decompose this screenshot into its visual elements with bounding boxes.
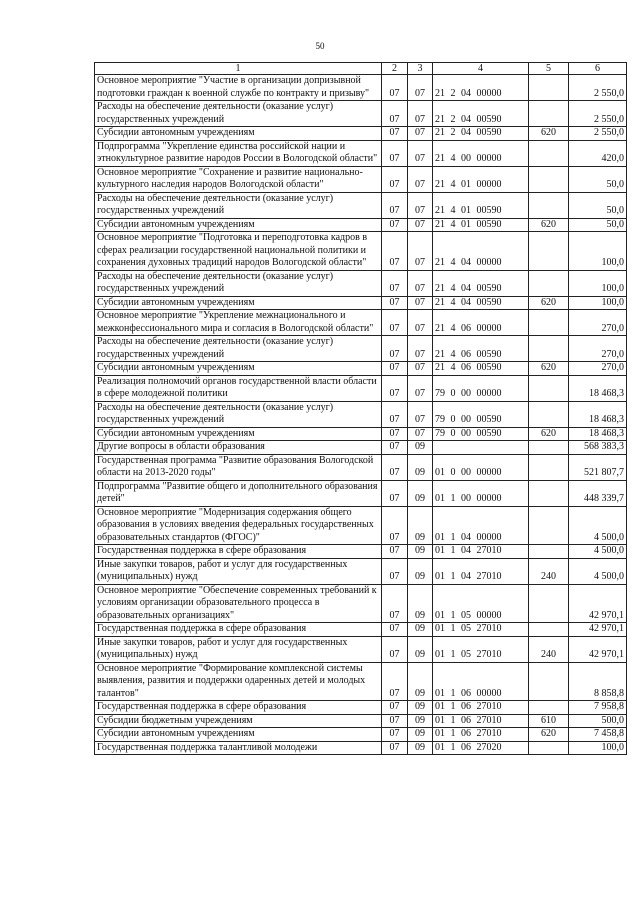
row-subsection: 09 <box>408 558 433 584</box>
row-subsection: 09 <box>408 714 433 728</box>
row-target-code: 01 1 06 27010 <box>433 728 529 742</box>
row-target-code: 21 2 04 00590 <box>433 101 529 127</box>
row-expense-type <box>529 336 569 362</box>
row-expense-type <box>529 584 569 623</box>
row-target-code <box>433 441 529 455</box>
row-target-code: 21 4 01 00590 <box>433 218 529 232</box>
row-expense-type <box>529 441 569 455</box>
col-header-amount: 6 <box>569 63 627 75</box>
row-subsection: 09 <box>408 480 433 506</box>
row-subsection: 09 <box>408 545 433 559</box>
row-amount: 2 550,0 <box>569 101 627 127</box>
row-name: Субсидии автономным учреждениям <box>95 127 382 141</box>
row-expense-type <box>529 701 569 715</box>
row-section: 07 <box>382 714 408 728</box>
row-section: 07 <box>382 545 408 559</box>
row-target-code: 01 1 06 27020 <box>433 741 529 755</box>
row-expense-type: 620 <box>529 362 569 376</box>
row-target-code: 21 4 04 00590 <box>433 270 529 296</box>
row-target-code: 21 4 06 00000 <box>433 310 529 336</box>
row-target-code: 21 4 01 00590 <box>433 192 529 218</box>
row-section: 07 <box>382 636 408 662</box>
table-row <box>95 296 627 310</box>
row-name: Основное мероприятие "Модернизация содержания общего образования в условиях введения федеральных государственных образовательных стандартов (ФГОС)" <box>95 506 382 545</box>
row-expense-type <box>529 741 569 755</box>
row-target-code: 01 1 04 27010 <box>433 545 529 559</box>
row-section: 07 <box>382 427 408 441</box>
row-subsection: 09 <box>408 636 433 662</box>
table-row <box>95 636 627 662</box>
row-amount: 2 550,0 <box>569 127 627 141</box>
table-row <box>95 558 627 584</box>
row-name: Иные закупки товаров, работ и услуг для государственных (муниципальных) нужд <box>95 636 382 662</box>
row-expense-type <box>529 101 569 127</box>
row-amount: 8 858,8 <box>569 662 627 701</box>
table-row <box>95 662 627 701</box>
row-expense-type <box>529 545 569 559</box>
row-expense-type: 620 <box>529 127 569 141</box>
row-subsection: 07 <box>408 127 433 141</box>
row-expense-type <box>529 375 569 401</box>
table-row <box>95 75 627 101</box>
row-name: Основное мероприятие "Укрепление межнационального и межконфессионального мира и согласия в Вологодской области" <box>95 310 382 336</box>
row-section: 07 <box>382 728 408 742</box>
row-amount: 4 500,0 <box>569 545 627 559</box>
row-target-code: 01 1 06 27010 <box>433 714 529 728</box>
table-row <box>95 218 627 232</box>
row-name: Расходы на обеспечение деятельности (оказание услуг) государственных учреждений <box>95 401 382 427</box>
table-row <box>95 506 627 545</box>
row-target-code: 01 1 06 27010 <box>433 701 529 715</box>
row-amount: 100,0 <box>569 741 627 755</box>
row-name: Субсидии автономным учреждениям <box>95 427 382 441</box>
row-name: Государственная поддержка в сфере образования <box>95 545 382 559</box>
table-row <box>95 101 627 127</box>
row-target-code: 21 4 06 00590 <box>433 336 529 362</box>
row-expense-type <box>529 75 569 101</box>
row-name: Государственная программа "Развитие образования Вологодской области на 2013-2020 годы" <box>95 454 382 480</box>
row-amount: 42 970,1 <box>569 623 627 637</box>
row-subsection: 07 <box>408 401 433 427</box>
row-expense-type <box>529 662 569 701</box>
row-name: Субсидии автономным учреждениям <box>95 362 382 376</box>
row-amount: 100,0 <box>569 232 627 271</box>
row-name: Расходы на обеспечение деятельности (оказание услуг) государственных учреждений <box>95 270 382 296</box>
row-target-code: 01 1 04 00000 <box>433 506 529 545</box>
row-name: Реализация полномочий органов государственной власти области в сфере молодежной политики <box>95 375 382 401</box>
row-amount: 500,0 <box>569 714 627 728</box>
row-subsection: 09 <box>408 741 433 755</box>
row-name: Субсидии автономным учреждениям <box>95 296 382 310</box>
table-row <box>95 166 627 192</box>
row-subsection: 07 <box>408 140 433 166</box>
table-row <box>95 270 627 296</box>
row-amount: 270,0 <box>569 362 627 376</box>
row-section: 07 <box>382 375 408 401</box>
row-name: Подпрограмма "Развитие общего и дополнительного образования детей" <box>95 480 382 506</box>
row-amount: 42 970,1 <box>569 584 627 623</box>
row-amount: 42 970,1 <box>569 636 627 662</box>
row-section: 07 <box>382 166 408 192</box>
budget-table <box>94 62 627 755</box>
row-target-code: 01 1 06 00000 <box>433 662 529 701</box>
table-row <box>95 427 627 441</box>
row-name: Основное мероприятие "Подготовка и переподготовка кадров в сферах реализации государственной национальной политики и сохранения духовных традиций народов Вологодской области" <box>95 232 382 271</box>
row-expense-type: 240 <box>529 636 569 662</box>
row-target-code: 01 1 04 27010 <box>433 558 529 584</box>
row-expense-type <box>529 506 569 545</box>
row-section: 07 <box>382 362 408 376</box>
row-target-code: 01 0 00 00000 <box>433 454 529 480</box>
row-section: 07 <box>382 140 408 166</box>
row-section: 07 <box>382 741 408 755</box>
row-name: Субсидии бюджетным учреждениям <box>95 714 382 728</box>
row-amount: 18 468,3 <box>569 375 627 401</box>
row-amount: 50,0 <box>569 192 627 218</box>
row-amount: 18 468,3 <box>569 427 627 441</box>
row-name: Основное мероприятие "Формирование комплексной системы выявления, развития и поддержки одаренных детей и молодых талантов" <box>95 662 382 701</box>
table-row <box>95 741 627 755</box>
row-name: Другие вопросы в области образования <box>95 441 382 455</box>
row-amount: 7 458,8 <box>569 728 627 742</box>
table-row <box>95 232 627 271</box>
row-expense-type <box>529 310 569 336</box>
row-subsection: 09 <box>408 506 433 545</box>
row-section: 07 <box>382 584 408 623</box>
row-amount: 4 500,0 <box>569 506 627 545</box>
row-amount: 521 807,7 <box>569 454 627 480</box>
row-amount: 2 550,0 <box>569 75 627 101</box>
table-row <box>95 623 627 637</box>
row-section: 07 <box>382 441 408 455</box>
row-expense-type: 240 <box>529 558 569 584</box>
table-row <box>95 362 627 376</box>
row-name: Государственная поддержка в сфере образования <box>95 701 382 715</box>
table-row <box>95 701 627 715</box>
row-subsection: 07 <box>408 375 433 401</box>
row-name: Расходы на обеспечение деятельности (оказание услуг) государственных учреждений <box>95 336 382 362</box>
row-name: Государственная поддержка талантливой молодежи <box>95 741 382 755</box>
row-expense-type: 620 <box>529 427 569 441</box>
table-row <box>95 192 627 218</box>
row-amount: 4 500,0 <box>569 558 627 584</box>
table-row <box>95 375 627 401</box>
row-amount: 448 339,7 <box>569 480 627 506</box>
col-header-section: 2 <box>382 63 408 75</box>
row-expense-type: 610 <box>529 714 569 728</box>
page-number: 50 <box>315 41 325 51</box>
row-subsection: 07 <box>408 362 433 376</box>
table-row <box>95 728 627 742</box>
row-subsection: 07 <box>408 218 433 232</box>
row-section: 07 <box>382 558 408 584</box>
row-section: 07 <box>382 480 408 506</box>
table-row <box>95 714 627 728</box>
table-row <box>95 441 627 455</box>
row-expense-type <box>529 192 569 218</box>
row-amount: 100,0 <box>569 296 627 310</box>
row-subsection: 09 <box>408 662 433 701</box>
row-name: Субсидии автономным учреждениям <box>95 218 382 232</box>
row-amount: 270,0 <box>569 310 627 336</box>
row-expense-type: 620 <box>529 218 569 232</box>
table-row <box>95 310 627 336</box>
row-section: 07 <box>382 454 408 480</box>
row-subsection: 07 <box>408 296 433 310</box>
row-expense-type <box>529 270 569 296</box>
row-target-code: 01 1 05 27010 <box>433 636 529 662</box>
row-target-code: 01 1 05 27010 <box>433 623 529 637</box>
row-amount: 568 383,3 <box>569 441 627 455</box>
row-subsection: 07 <box>408 336 433 362</box>
col-header-name: 1 <box>95 63 382 75</box>
row-section: 07 <box>382 101 408 127</box>
col-header-target-code: 4 <box>433 63 529 75</box>
table-row <box>95 584 627 623</box>
row-target-code: 21 4 04 00590 <box>433 296 529 310</box>
row-section: 07 <box>382 192 408 218</box>
row-target-code: 21 4 01 00000 <box>433 166 529 192</box>
table-row <box>95 480 627 506</box>
row-section: 07 <box>382 310 408 336</box>
table-row <box>95 454 627 480</box>
row-subsection: 09 <box>408 701 433 715</box>
row-section: 07 <box>382 296 408 310</box>
row-expense-type <box>529 401 569 427</box>
row-expense-type <box>529 140 569 166</box>
row-section: 07 <box>382 75 408 101</box>
row-name: Государственная поддержка в сфере образования <box>95 623 382 637</box>
row-subsection: 07 <box>408 427 433 441</box>
row-amount: 420,0 <box>569 140 627 166</box>
row-name: Иные закупки товаров, работ и услуг для государственных (муниципальных) нужд <box>95 558 382 584</box>
row-section: 07 <box>382 270 408 296</box>
row-expense-type <box>529 480 569 506</box>
row-subsection: 09 <box>408 584 433 623</box>
row-target-code: 21 2 04 00590 <box>433 127 529 141</box>
row-subsection: 07 <box>408 101 433 127</box>
row-name: Субсидии автономным учреждениям <box>95 728 382 742</box>
row-expense-type <box>529 232 569 271</box>
row-subsection: 07 <box>408 75 433 101</box>
row-name: Подпрограмма "Укрепление единства российской нации и этнокультурное развитие народов России в Вологодской области" <box>95 140 382 166</box>
row-expense-type: 620 <box>529 728 569 742</box>
row-section: 07 <box>382 218 408 232</box>
row-section: 07 <box>382 623 408 637</box>
row-name: Расходы на обеспечение деятельности (оказание услуг) государственных учреждений <box>95 101 382 127</box>
row-section: 07 <box>382 232 408 271</box>
table-row <box>95 401 627 427</box>
row-target-code: 01 1 00 00000 <box>433 480 529 506</box>
row-amount: 7 958,8 <box>569 701 627 715</box>
row-section: 07 <box>382 662 408 701</box>
row-expense-type <box>529 454 569 480</box>
row-target-code: 21 4 04 00000 <box>433 232 529 271</box>
row-subsection: 07 <box>408 166 433 192</box>
row-name: Основное мероприятие "Участие в организации допризывной подготовки граждан к военной службе по контракту и призыву" <box>95 75 382 101</box>
table-row <box>95 140 627 166</box>
row-expense-type: 620 <box>529 296 569 310</box>
table-row <box>95 127 627 141</box>
row-target-code: 01 1 05 00000 <box>433 584 529 623</box>
row-subsection: 07 <box>408 270 433 296</box>
row-target-code: 21 4 06 00590 <box>433 362 529 376</box>
table-body <box>95 75 627 755</box>
row-section: 07 <box>382 506 408 545</box>
table-row <box>95 336 627 362</box>
col-header-subsection: 3 <box>408 63 433 75</box>
row-subsection: 09 <box>408 623 433 637</box>
row-target-code: 21 4 00 00000 <box>433 140 529 166</box>
row-section: 07 <box>382 336 408 362</box>
row-amount: 270,0 <box>569 336 627 362</box>
row-expense-type <box>529 166 569 192</box>
table-row <box>95 545 627 559</box>
row-target-code: 21 2 04 00000 <box>433 75 529 101</box>
row-subsection: 07 <box>408 310 433 336</box>
row-amount: 100,0 <box>569 270 627 296</box>
row-name: Основное мероприятие "Обеспечение современных требований к условиям организации образовательного процесса в образовательных организациях" <box>95 584 382 623</box>
row-name: Расходы на обеспечение деятельности (оказание услуг) государственных учреждений <box>95 192 382 218</box>
row-amount: 18 468,3 <box>569 401 627 427</box>
row-section: 07 <box>382 401 408 427</box>
row-subsection: 09 <box>408 728 433 742</box>
row-amount: 50,0 <box>569 218 627 232</box>
row-subsection: 07 <box>408 192 433 218</box>
row-section: 07 <box>382 701 408 715</box>
row-target-code: 79 0 00 00000 <box>433 375 529 401</box>
row-section: 07 <box>382 127 408 141</box>
row-subsection: 09 <box>408 454 433 480</box>
row-target-code: 79 0 00 00590 <box>433 427 529 441</box>
row-subsection: 09 <box>408 441 433 455</box>
table-header-row <box>95 63 627 75</box>
col-header-expense-type: 5 <box>529 63 569 75</box>
row-name: Основное мероприятие "Сохранение и развитие национально-культурного наследия народов Вологодской области" <box>95 166 382 192</box>
row-target-code: 79 0 00 00590 <box>433 401 529 427</box>
row-amount: 50,0 <box>569 166 627 192</box>
row-expense-type <box>529 623 569 637</box>
row-subsection: 07 <box>408 232 433 271</box>
